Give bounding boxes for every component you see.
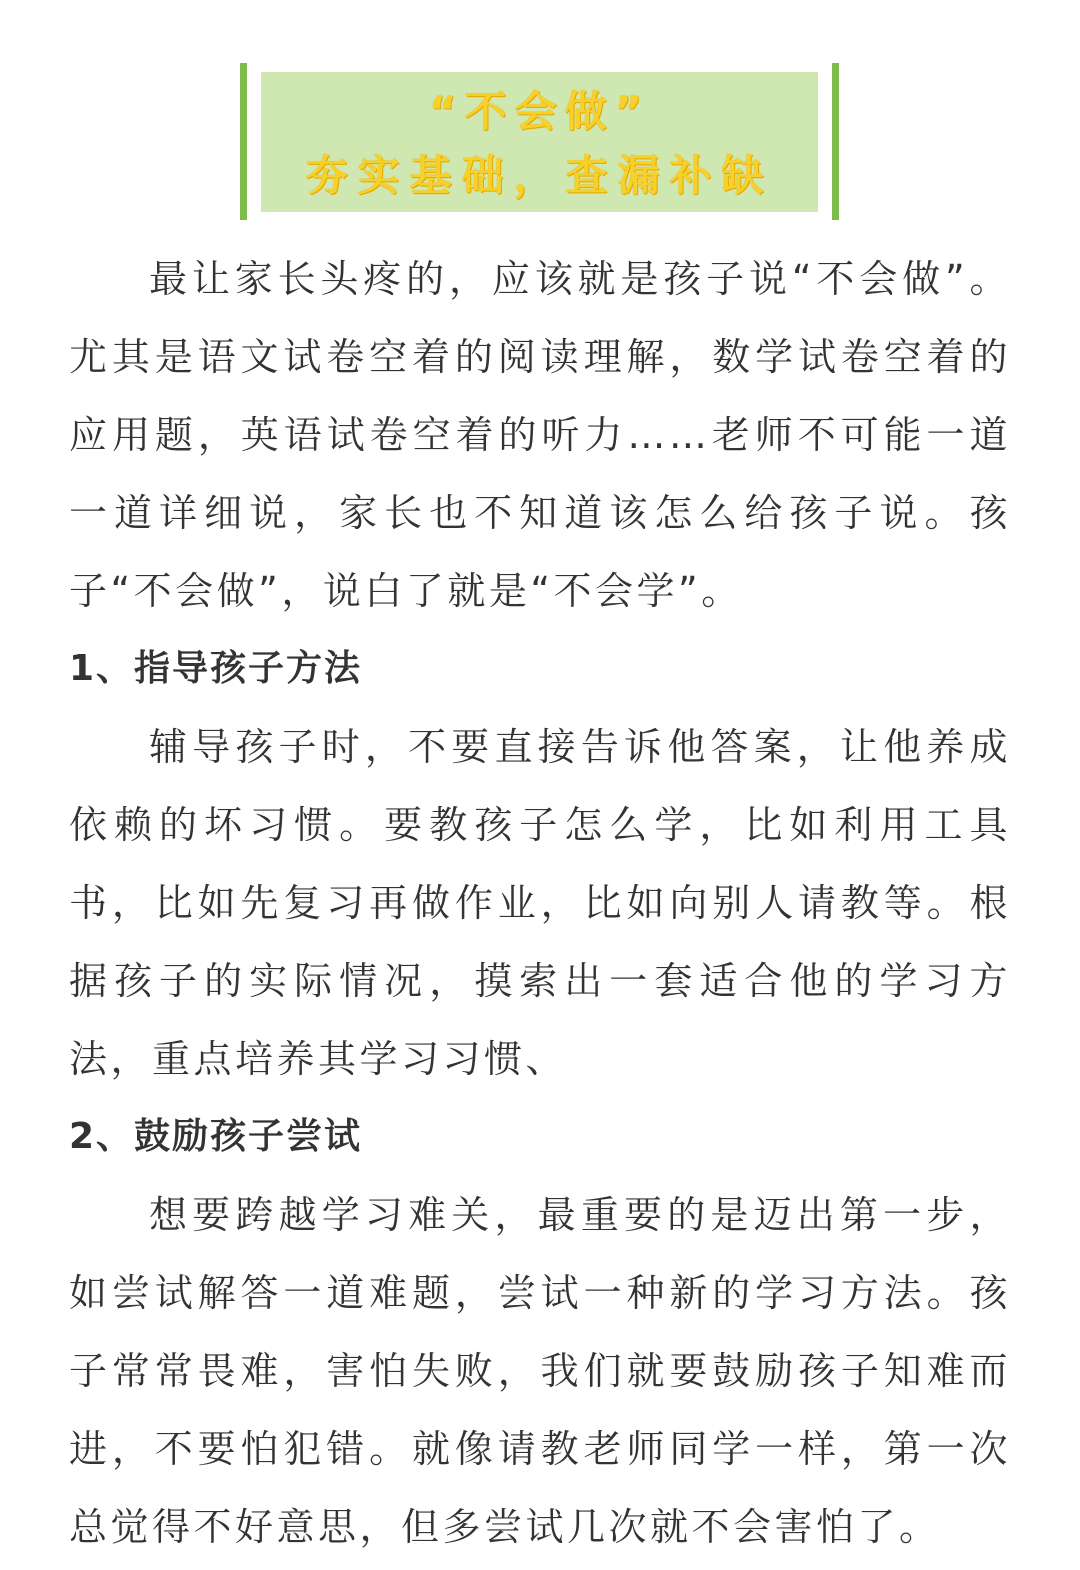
article-body [69,240,1011,1566]
banner-subtitle: 夯实基础，查漏补缺 [305,151,774,200]
banner-title: “不会做” [428,87,651,136]
section-2-heading: 2、鼓励孩子尝试 [69,1116,363,1157]
section-1-paragraph: 辅导孩子时，不要直接告诉他答案，让他养成依赖的坏习惯。要教孩子怎么学，比如利用工具书，比如先复习再做作业，比如向别人请教等。根据孩子的实际情况，摸索出一套适合他的学习方法，重点培养其学习习惯、 [69,725,1011,1081]
section-banner [240,63,839,220]
banner-right-bar [832,63,839,220]
section-2-paragraph: 想要跨越学习难关，最重要的是迈出第一步，如尝试解答一道难题，尝试一种新的学习方法。孩子常常畏难，害怕失败，我们就要鼓励孩子知难而进，不要怕犯错。就像请教老师同学一样，第一次总觉得不好意思，但多尝试几次就不会害怕了。 [69,1193,1011,1549]
section-1-heading: 1、指导孩子方法 [69,648,363,689]
intro-paragraph: 最让家长头疼的，应该就是孩子说“不会做”。尤其是语文试卷空着的阅读理解，数学试卷空着的应用题，英语试卷空着的听力……老师不可能一道一道详细说，家长也不知道该怎么给孩子说。孩子“不会做”，说白了就是“不会学”。 [69,257,1011,613]
banner-left-bar [240,63,247,220]
banner-box [261,72,818,212]
